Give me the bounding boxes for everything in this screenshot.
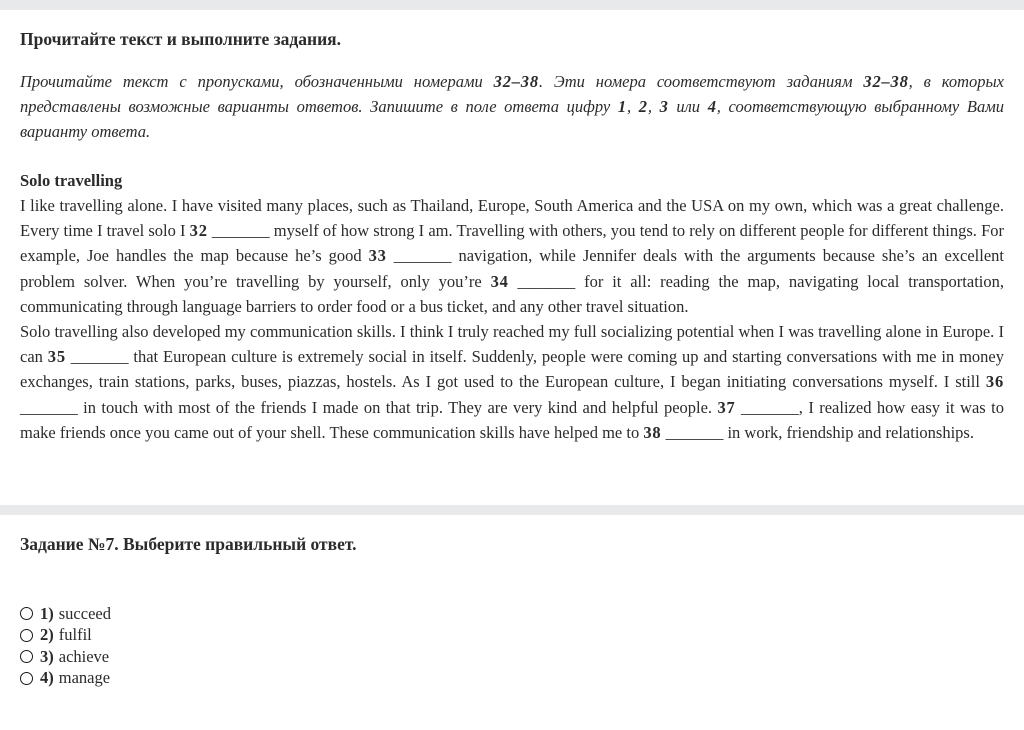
option-number: 3)	[40, 646, 54, 666]
option-label: manage	[58, 668, 111, 688]
answer-options-group	[20, 603, 1004, 689]
reading-section	[0, 10, 1024, 505]
answer-option[interactable]	[20, 625, 1004, 647]
option-number: 1)	[40, 603, 54, 623]
radio-icon[interactable]	[20, 607, 33, 620]
option-number: 2)	[40, 625, 54, 645]
option-label: achieve	[58, 646, 110, 666]
option-label: fulfil	[58, 625, 92, 645]
passage-title: Solo travelling	[20, 171, 123, 190]
answer-option[interactable]	[20, 646, 1004, 668]
task-instructions-text: Прочитайте текст с пропусками, обозначенными номерами 32–38. Эти номера соответствуют заданиям 32–38, в которых представлены возможные варианты ответов. Запишите в поле ответа цифру 1, 2, 3 или 4, соответствующую выбранному Вами варианту ответа.	[20, 72, 1005, 141]
answer-option[interactable]	[20, 603, 1004, 625]
top-window-bar	[0, 0, 1024, 10]
answer-option[interactable]	[20, 668, 1004, 690]
radio-icon[interactable]	[20, 672, 33, 685]
option-label: succeed	[58, 603, 111, 623]
passage-text: I like travelling alone. I have visited many places, such as Thailand, Europe, South America and the USA on my own, which was a great challenge. Every time I travel solo I 32 _______ myself of how strong I am. Travelling with others, you tend to rely on different people for different things. For example, Joe handles the map because he’s good 33 _______ navigation, while Jennifer deals with the arguments because she’s an excellent problem solver. When you’re travelling by yourself, only you’re 34 _______ for it all: reading the map, navigating local transportation, communicating through language barriers to order food or a bus ticket, and any other travel situation. Solo travelling also developed my communication skills. I think I truly reached my full socializing potential when I was travelling alone in Europe. I can 35 _______ that European culture is extremely social in itself. Suddenly, people were coming up and starting conversations with me in money exchanges, train stations, parks, buses, piazzas, hostels. As I got used to the European culture, I began initiating conversations myself. I still 36 _______ in touch with most of the friends I made on that trip. They are very kind and helpful people. 37 _______, I realized how easy it was to make friends once you came out of your shell. These communication skills have helped me to 38 _______ in work, friendship and relationships.	[20, 196, 1004, 442]
section-heading: Прочитайте текст и выполните задания.	[20, 29, 342, 49]
radio-icon[interactable]	[20, 650, 33, 663]
option-number: 4)	[40, 668, 54, 688]
question-heading: Задание №7. Выберите правильный ответ.	[20, 534, 357, 554]
radio-icon[interactable]	[20, 629, 33, 642]
question-section	[0, 515, 1024, 689]
section-divider	[0, 505, 1024, 515]
